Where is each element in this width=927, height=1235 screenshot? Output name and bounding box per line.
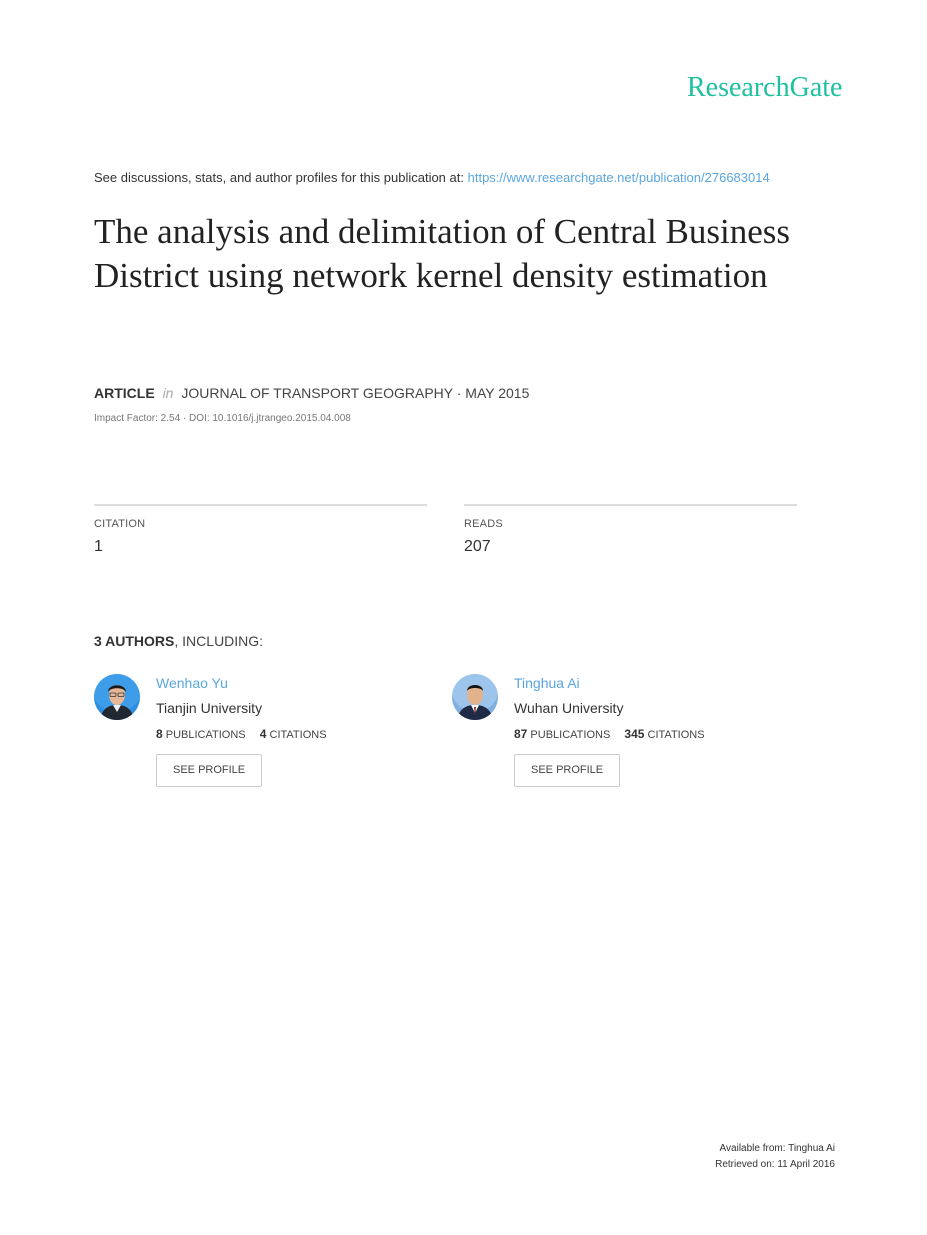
publications-label: PUBLICATIONS	[165, 729, 246, 741]
citations-label: CITATIONS	[647, 729, 705, 741]
retrieved-on: Retrieved on: 11 April 2016	[715, 1159, 835, 1170]
footer-info	[715, 1141, 835, 1173]
see-profile-button[interactable]: SEE PROFILE	[156, 754, 262, 787]
see-profile-button[interactable]: SEE PROFILE	[514, 754, 620, 787]
author-info	[156, 674, 327, 787]
publication-link-line	[94, 170, 770, 185]
researchgate-logo[interactable]: ResearchGate	[687, 72, 843, 103]
impact-factor-doi: Impact Factor: 2.54 · DOI: 10.1016/j.jtrangeo.2015.04.008	[94, 413, 351, 424]
avatar[interactable]	[94, 674, 140, 720]
author-name-link[interactable]: Tinghua Ai	[514, 675, 580, 691]
reads-label: READS	[464, 518, 503, 530]
article-type: ARTICLE	[94, 385, 155, 401]
author-name-link[interactable]: Wenhao Yu	[156, 675, 228, 691]
citation-value: 1	[94, 538, 103, 555]
publication-url-link[interactable]: https://www.researchgate.net/publication/276683014	[467, 170, 770, 185]
available-from: Available from: Tinghua Ai	[719, 1143, 835, 1154]
authors-count: 3 AUTHORS	[94, 633, 175, 649]
authors-including: , INCLUDING:	[174, 633, 264, 649]
author-counts	[156, 727, 327, 741]
article-title: The analysis and delimitation of Central Business District using network kernel density estimation	[94, 212, 790, 295]
publications-label: PUBLICATIONS	[530, 729, 611, 741]
author-card	[94, 674, 434, 804]
citation-label: CITATION	[94, 518, 146, 530]
publications-count: 87	[514, 727, 528, 741]
citations-count: 345	[624, 727, 645, 741]
author-info	[514, 674, 705, 787]
article-meta	[94, 385, 529, 401]
citation-stat	[94, 504, 427, 556]
author-counts	[514, 727, 705, 741]
authors-heading	[94, 633, 263, 649]
citations-count: 4	[259, 727, 267, 741]
in-word: in	[162, 385, 174, 401]
author-institution: Wuhan University	[514, 700, 624, 716]
author-card	[452, 674, 792, 804]
citations-label: CITATIONS	[269, 729, 327, 741]
author-institution: Tianjin University	[156, 700, 263, 716]
reads-value: 207	[464, 538, 491, 555]
publications-count: 8	[156, 727, 163, 741]
journal-line: JOURNAL OF TRANSPORT GEOGRAPHY · MAY 2015	[181, 385, 530, 401]
avatar[interactable]	[452, 674, 498, 720]
reads-stat	[464, 504, 797, 556]
see-discussions-text: See discussions, stats, and author profiles for this publication at:	[94, 170, 464, 185]
